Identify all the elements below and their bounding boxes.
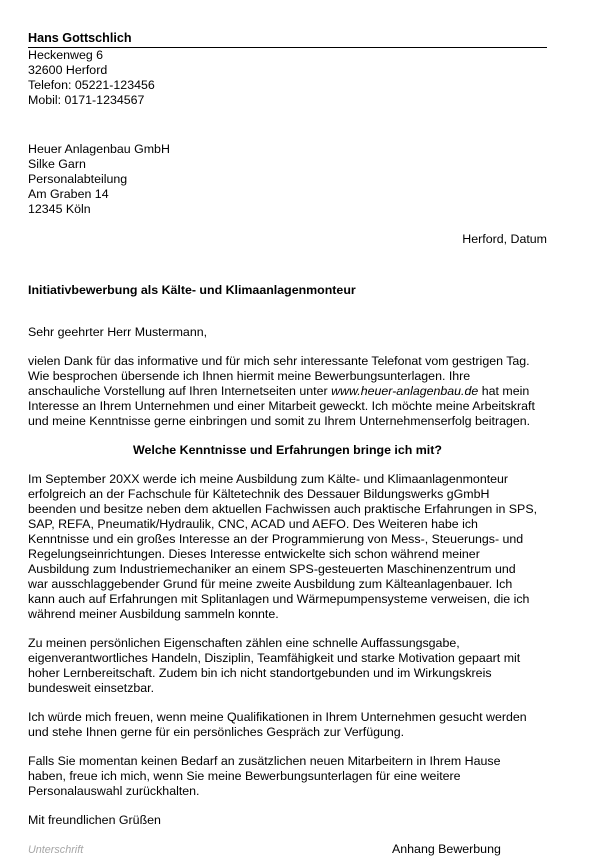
recipient-street: Am Graben 14 xyxy=(28,187,109,201)
traits-paragraph xyxy=(28,636,547,696)
recipient-city: 12345 Köln xyxy=(28,202,91,216)
attachment-note: Anhang Bewerbung xyxy=(392,842,501,856)
traits-line: Zu meinen persönlichen Eigenschaften zählen eine schnelle Auffassungsgabe, xyxy=(28,636,460,650)
experience-line: während meiner Ausbildung sammeln konnte. xyxy=(28,607,279,621)
experience-line: Im September 20XX werde ich meine Ausbildung zum Kälte- und Klimaanlagenmonteur xyxy=(28,472,509,486)
traits-line: hoher Lernbereitschaft. Zudem bin ich nicht standortgebunden und im Wirkungskreis xyxy=(28,666,492,680)
section-heading: Welche Kenntnisse und Erfahrungen bringe ich mit? xyxy=(133,443,442,457)
fallback-line: Personalauswahl zurückhalten. xyxy=(28,784,200,798)
recipient-company: Heuer Anlagenbau GmbH xyxy=(28,142,170,156)
interview-line: und stehe Ihnen gerne für ein persönliches Gespräch zur Verfügung. xyxy=(28,725,405,739)
intro-line xyxy=(28,384,547,399)
fallback-paragraph xyxy=(28,754,547,799)
sender-block xyxy=(28,31,547,108)
intro-paragraph xyxy=(28,354,547,429)
sender-city: 32600 Herford xyxy=(28,63,108,77)
intro-line: vielen Dank für das informative und für mich sehr interessante Telefonat vom gestrigen Tag. xyxy=(28,354,530,368)
closing-formula: Mit freundlichen Grüßen xyxy=(28,813,161,827)
experience-line: Regelungseinrichtungen. Dieses Interesse entwickelte sich schon während meiner xyxy=(28,547,480,561)
letter-subject: Initiativbewerbung als Kälte- und Klimaanlagenmonteur xyxy=(28,283,356,297)
experience-line: Kenntnisse und ein großes Interesse an der Programmierung von Mess-, Steuerungs- und xyxy=(28,532,524,546)
signature-placeholder: Unterschrift xyxy=(28,844,84,856)
experience-line: Ausbildung zum Industriemechaniker an einem SPS-gesteuerten Maschinenzentrum und xyxy=(28,562,516,576)
traits-line: bundesweit einsetzbar. xyxy=(28,681,155,695)
intro-text: hat mein xyxy=(478,384,530,398)
intro-line: Interesse an Ihrem Unternehmen und einer Mitarbeit geweckt. Ich möchte meine Arbeitskraft xyxy=(28,399,535,413)
recipient-department: Personalabteilung xyxy=(28,172,128,186)
experience-line: war ausschlaggebender Grund für meine zweite Ausbildung zum Kälteanlagenbauer. Ich xyxy=(28,577,513,591)
sender-name: Hans Gottschlich xyxy=(28,31,132,45)
recipient-block xyxy=(28,142,547,217)
fallback-line: haben, freue ich mich, wenn Sie meine Bewerbungsunterlagen für eine weitere xyxy=(28,769,461,783)
website-link[interactable]: www.heuer-anlagenbau.de xyxy=(331,384,479,398)
letter-date: Herford, Datum xyxy=(462,232,547,246)
recipient-contact: Silke Garn xyxy=(28,157,86,171)
experience-line: SAP, REFA, Pneumatik/Hydraulik, CNC, ACAD und AEFO. Des Weiteren habe ich xyxy=(28,517,478,531)
experience-line: beenden und besitze neben dem aktuellen Fachwissen auch praktische Erfahrungen in SPS, xyxy=(28,502,538,516)
sender-mobile: Mobil: 0171-1234567 xyxy=(28,93,145,107)
interview-paragraph xyxy=(28,710,547,740)
sender-street: Heckenweg 6 xyxy=(28,48,104,62)
letter-page xyxy=(28,31,547,858)
intro-text: anschauliche Vorstellung auf Ihren Internetseiten unter xyxy=(28,384,332,398)
sender-phone: Telefon: 05221-123456 xyxy=(28,78,155,92)
experience-line: kann auch auf Erfahrungen mit Splitanlagen und Wärmepumpensysteme verweisen, die ich xyxy=(28,592,530,606)
experience-line: erfolgreich an der Fachschule für Kältetechnik des Dessauer Bildungswerks gGmbH xyxy=(28,487,490,501)
intro-line: Wie besprochen übersende ich Ihnen hiermit meine Bewerbungsunterlagen. Ihre xyxy=(28,369,471,383)
fallback-line: Falls Sie momentan keinen Bedarf an zusätzlichen neuen Mitarbeitern in Ihrem Hause xyxy=(28,754,501,768)
intro-line: und meine Kenntnisse gerne einbringen und somit zu Ihrem Unternehmenserfolg beitragen. xyxy=(28,414,531,428)
salutation: Sehr geehrter Herr Mustermann, xyxy=(28,325,208,339)
experience-paragraph xyxy=(28,472,547,622)
interview-line: Ich würde mich freuen, wenn meine Qualifikationen in Ihrem Unternehmen gesucht werden xyxy=(28,710,527,724)
traits-line: eigenverantwortliches Handeln, Disziplin, Teamfähigkeit und starke Motivation gepaart mit xyxy=(28,651,521,665)
